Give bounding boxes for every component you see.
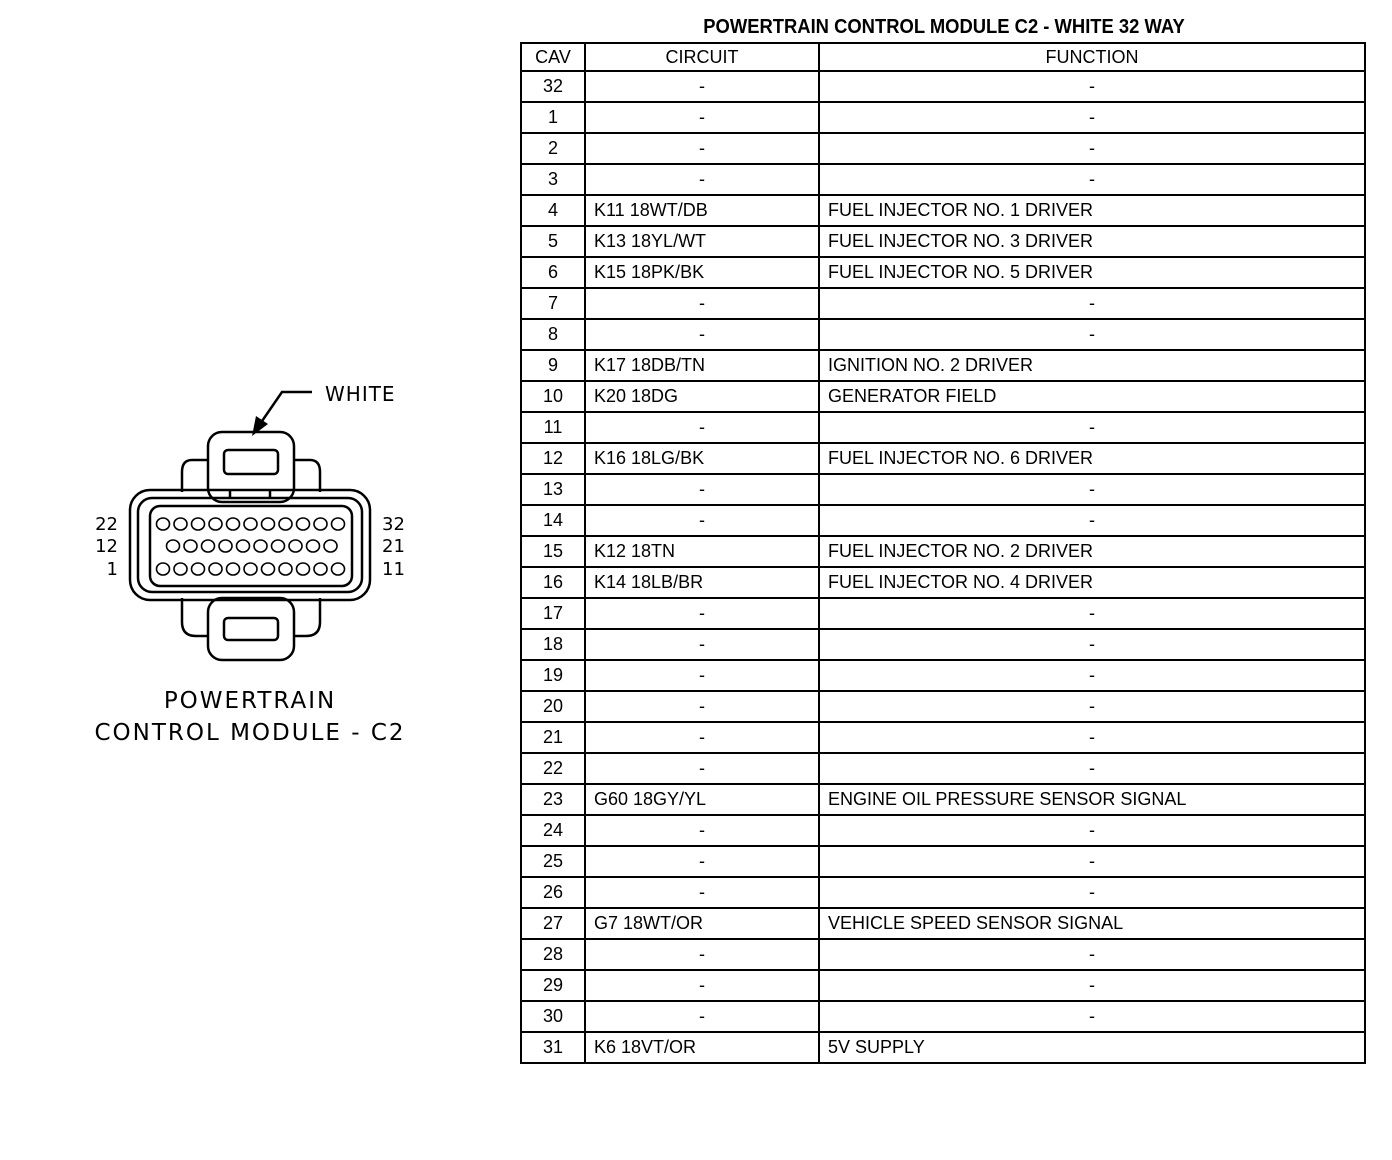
function-cell: VEHICLE SPEED SENSOR SIGNAL bbox=[819, 908, 1365, 939]
function-cell: - bbox=[819, 598, 1365, 629]
cav-cell: 17 bbox=[521, 598, 585, 629]
circuit-cell: K16 18LG/BK bbox=[585, 443, 819, 474]
cav-cell: 31 bbox=[521, 1032, 585, 1063]
circuit-cell: - bbox=[585, 629, 819, 660]
circuit-cell: K13 18YL/WT bbox=[585, 226, 819, 257]
pin-label-right-middle: 21 bbox=[382, 536, 405, 557]
pinout-table bbox=[520, 42, 1366, 1064]
pin-label-right-top: 32 bbox=[382, 514, 405, 535]
function-cell: - bbox=[819, 319, 1365, 350]
function-cell: - bbox=[819, 288, 1365, 319]
pin-hole bbox=[262, 518, 275, 530]
cav-cell: 24 bbox=[521, 815, 585, 846]
pin-hole bbox=[157, 563, 170, 575]
table-row bbox=[521, 257, 1365, 288]
cav-cell: 22 bbox=[521, 753, 585, 784]
circuit-cell: - bbox=[585, 722, 819, 753]
function-cell: GENERATOR FIELD bbox=[819, 381, 1365, 412]
function-cell: - bbox=[819, 877, 1365, 908]
circuit-cell: - bbox=[585, 102, 819, 133]
function-cell: ENGINE OIL PRESSURE SENSOR SIGNAL bbox=[819, 784, 1365, 815]
cav-cell: 19 bbox=[521, 660, 585, 691]
circuit-cell: - bbox=[585, 598, 819, 629]
cav-cell: 32 bbox=[521, 71, 585, 102]
circuit-cell: - bbox=[585, 691, 819, 722]
cav-cell: 27 bbox=[521, 908, 585, 939]
circuit-cell: K6 18VT/OR bbox=[585, 1032, 819, 1063]
table-row bbox=[521, 660, 1365, 691]
circuit-cell: K11 18WT/DB bbox=[585, 195, 819, 226]
table-row bbox=[521, 474, 1365, 505]
table-row bbox=[521, 691, 1365, 722]
function-cell: - bbox=[819, 1001, 1365, 1032]
circuit-cell: K12 18TN bbox=[585, 536, 819, 567]
pin-hole bbox=[279, 563, 292, 575]
cav-cell: 25 bbox=[521, 846, 585, 877]
table-row bbox=[521, 412, 1365, 443]
pin-hole bbox=[227, 563, 240, 575]
function-cell: - bbox=[819, 815, 1365, 846]
cav-cell: 3 bbox=[521, 164, 585, 195]
function-cell: IGNITION NO. 2 DRIVER bbox=[819, 350, 1365, 381]
function-cell: - bbox=[819, 970, 1365, 1001]
function-cell: - bbox=[819, 71, 1365, 102]
function-cell: FUEL INJECTOR NO. 3 DRIVER bbox=[819, 226, 1365, 257]
circuit-cell: - bbox=[585, 877, 819, 908]
function-cell: FUEL INJECTOR NO. 5 DRIVER bbox=[819, 257, 1365, 288]
cav-cell: 23 bbox=[521, 784, 585, 815]
pin-hole bbox=[314, 518, 327, 530]
circuit-cell: K17 18DB/TN bbox=[585, 350, 819, 381]
cav-cell: 2 bbox=[521, 133, 585, 164]
table-row bbox=[521, 815, 1365, 846]
cav-cell: 30 bbox=[521, 1001, 585, 1032]
cav-cell: 1 bbox=[521, 102, 585, 133]
pin-label-left-middle: 12 bbox=[95, 536, 118, 557]
table-row bbox=[521, 722, 1365, 753]
circuit-cell: - bbox=[585, 939, 819, 970]
circuit-cell: - bbox=[585, 71, 819, 102]
cav-cell: 14 bbox=[521, 505, 585, 536]
table-row bbox=[521, 1001, 1365, 1032]
table-row bbox=[521, 908, 1365, 939]
cav-cell: 7 bbox=[521, 288, 585, 319]
function-cell: - bbox=[819, 412, 1365, 443]
table-row bbox=[521, 598, 1365, 629]
wire-color-label: WHITE bbox=[325, 382, 396, 406]
table-row bbox=[521, 164, 1365, 195]
pin-hole bbox=[279, 518, 292, 530]
table-row bbox=[521, 195, 1365, 226]
circuit-cell: - bbox=[585, 505, 819, 536]
pin-hole bbox=[244, 518, 257, 530]
table-row bbox=[521, 226, 1365, 257]
table-row bbox=[521, 381, 1365, 412]
pin-hole bbox=[324, 540, 337, 552]
pin-hole bbox=[184, 540, 197, 552]
caption-line-2: CONTROL MODULE - C2 bbox=[94, 720, 406, 746]
table-row bbox=[521, 629, 1365, 660]
pin-hole bbox=[332, 518, 345, 530]
cav-cell: 4 bbox=[521, 195, 585, 226]
circuit-cell: - bbox=[585, 660, 819, 691]
circuit-cell: - bbox=[585, 1001, 819, 1032]
table-row bbox=[521, 970, 1365, 1001]
cav-cell: 5 bbox=[521, 226, 585, 257]
pin-hole bbox=[289, 540, 302, 552]
cav-cell: 29 bbox=[521, 970, 585, 1001]
circuit-cell: - bbox=[585, 815, 819, 846]
table-row bbox=[521, 567, 1365, 598]
table-row bbox=[521, 133, 1365, 164]
header-cav: CAV bbox=[521, 43, 585, 71]
function-cell: - bbox=[819, 102, 1365, 133]
function-cell: - bbox=[819, 505, 1365, 536]
function-cell: FUEL INJECTOR NO. 1 DRIVER bbox=[819, 195, 1365, 226]
cav-cell: 21 bbox=[521, 722, 585, 753]
pin-hole bbox=[167, 540, 180, 552]
cav-cell: 26 bbox=[521, 877, 585, 908]
pin-hole bbox=[219, 540, 232, 552]
function-cell: - bbox=[819, 629, 1365, 660]
table-row bbox=[521, 319, 1365, 350]
cav-cell: 13 bbox=[521, 474, 585, 505]
circuit-cell: - bbox=[585, 846, 819, 877]
function-cell: 5V SUPPLY bbox=[819, 1032, 1365, 1063]
table-title: POWERTRAIN CONTROL MODULE C2 - WHITE 32 WAY bbox=[703, 16, 1185, 38]
table-row bbox=[521, 784, 1365, 815]
cav-cell: 12 bbox=[521, 443, 585, 474]
table-header-row bbox=[521, 43, 1365, 71]
pin-hole bbox=[202, 540, 215, 552]
function-cell: - bbox=[819, 133, 1365, 164]
circuit-cell: K15 18PK/BK bbox=[585, 257, 819, 288]
pin-holes bbox=[157, 518, 345, 575]
table-row bbox=[521, 753, 1365, 784]
circuit-cell: - bbox=[585, 288, 819, 319]
header-function: FUNCTION bbox=[819, 43, 1365, 71]
pin-hole bbox=[209, 518, 222, 530]
function-cell: - bbox=[819, 474, 1365, 505]
caption-line-1: POWERTRAIN bbox=[163, 688, 337, 714]
cav-cell: 18 bbox=[521, 629, 585, 660]
function-cell: FUEL INJECTOR NO. 6 DRIVER bbox=[819, 443, 1365, 474]
pin-label-left-bottom: 1 bbox=[106, 559, 118, 580]
function-cell: - bbox=[819, 939, 1365, 970]
circuit-cell: - bbox=[585, 133, 819, 164]
function-cell: - bbox=[819, 753, 1365, 784]
connector-diagram bbox=[60, 360, 460, 770]
circuit-cell: G7 18WT/OR bbox=[585, 908, 819, 939]
table-row bbox=[521, 288, 1365, 319]
circuit-cell: - bbox=[585, 753, 819, 784]
pin-hole bbox=[244, 563, 257, 575]
table-row bbox=[521, 443, 1365, 474]
pin-hole bbox=[254, 540, 267, 552]
pin-hole bbox=[174, 563, 187, 575]
cav-cell: 9 bbox=[521, 350, 585, 381]
cav-cell: 6 bbox=[521, 257, 585, 288]
pin-hole bbox=[227, 518, 240, 530]
table-row bbox=[521, 102, 1365, 133]
pin-hole bbox=[262, 563, 275, 575]
circuit-cell: - bbox=[585, 474, 819, 505]
pin-hole bbox=[157, 518, 170, 530]
table-row bbox=[521, 350, 1365, 381]
cav-cell: 11 bbox=[521, 412, 585, 443]
pin-hole bbox=[297, 518, 310, 530]
pin-hole bbox=[314, 563, 327, 575]
pin-hole bbox=[209, 563, 222, 575]
pin-hole bbox=[237, 540, 250, 552]
table-row bbox=[521, 1032, 1365, 1063]
table-row bbox=[521, 71, 1365, 102]
header-circuit: CIRCUIT bbox=[585, 43, 819, 71]
pin-hole bbox=[192, 518, 205, 530]
pin-hole bbox=[307, 540, 320, 552]
pin-hole bbox=[174, 518, 187, 530]
function-cell: - bbox=[819, 660, 1365, 691]
pin-hole bbox=[272, 540, 285, 552]
circuit-cell: - bbox=[585, 412, 819, 443]
cav-cell: 16 bbox=[521, 567, 585, 598]
circuit-cell: - bbox=[585, 164, 819, 195]
pin-hole bbox=[332, 563, 345, 575]
function-cell: - bbox=[819, 846, 1365, 877]
cav-cell: 15 bbox=[521, 536, 585, 567]
table-row bbox=[521, 939, 1365, 970]
pin-label-left-top: 22 bbox=[95, 514, 118, 535]
function-cell: FUEL INJECTOR NO. 4 DRIVER bbox=[819, 567, 1365, 598]
circuit-cell: G60 18GY/YL bbox=[585, 784, 819, 815]
table-row bbox=[521, 877, 1365, 908]
cav-cell: 8 bbox=[521, 319, 585, 350]
table-row bbox=[521, 846, 1365, 877]
circuit-cell: K14 18LB/BR bbox=[585, 567, 819, 598]
function-cell: - bbox=[819, 691, 1365, 722]
table-row bbox=[521, 536, 1365, 567]
cav-cell: 20 bbox=[521, 691, 585, 722]
cav-cell: 10 bbox=[521, 381, 585, 412]
circuit-cell: - bbox=[585, 319, 819, 350]
function-cell: - bbox=[819, 164, 1365, 195]
circuit-cell: - bbox=[585, 970, 819, 1001]
pin-hole bbox=[192, 563, 205, 575]
cav-cell: 28 bbox=[521, 939, 585, 970]
pin-label-right-bottom: 11 bbox=[382, 559, 405, 580]
function-cell: - bbox=[819, 722, 1365, 753]
circuit-cell: K20 18DG bbox=[585, 381, 819, 412]
table-row bbox=[521, 505, 1365, 536]
function-cell: FUEL INJECTOR NO. 2 DRIVER bbox=[819, 536, 1365, 567]
pin-hole bbox=[297, 563, 310, 575]
